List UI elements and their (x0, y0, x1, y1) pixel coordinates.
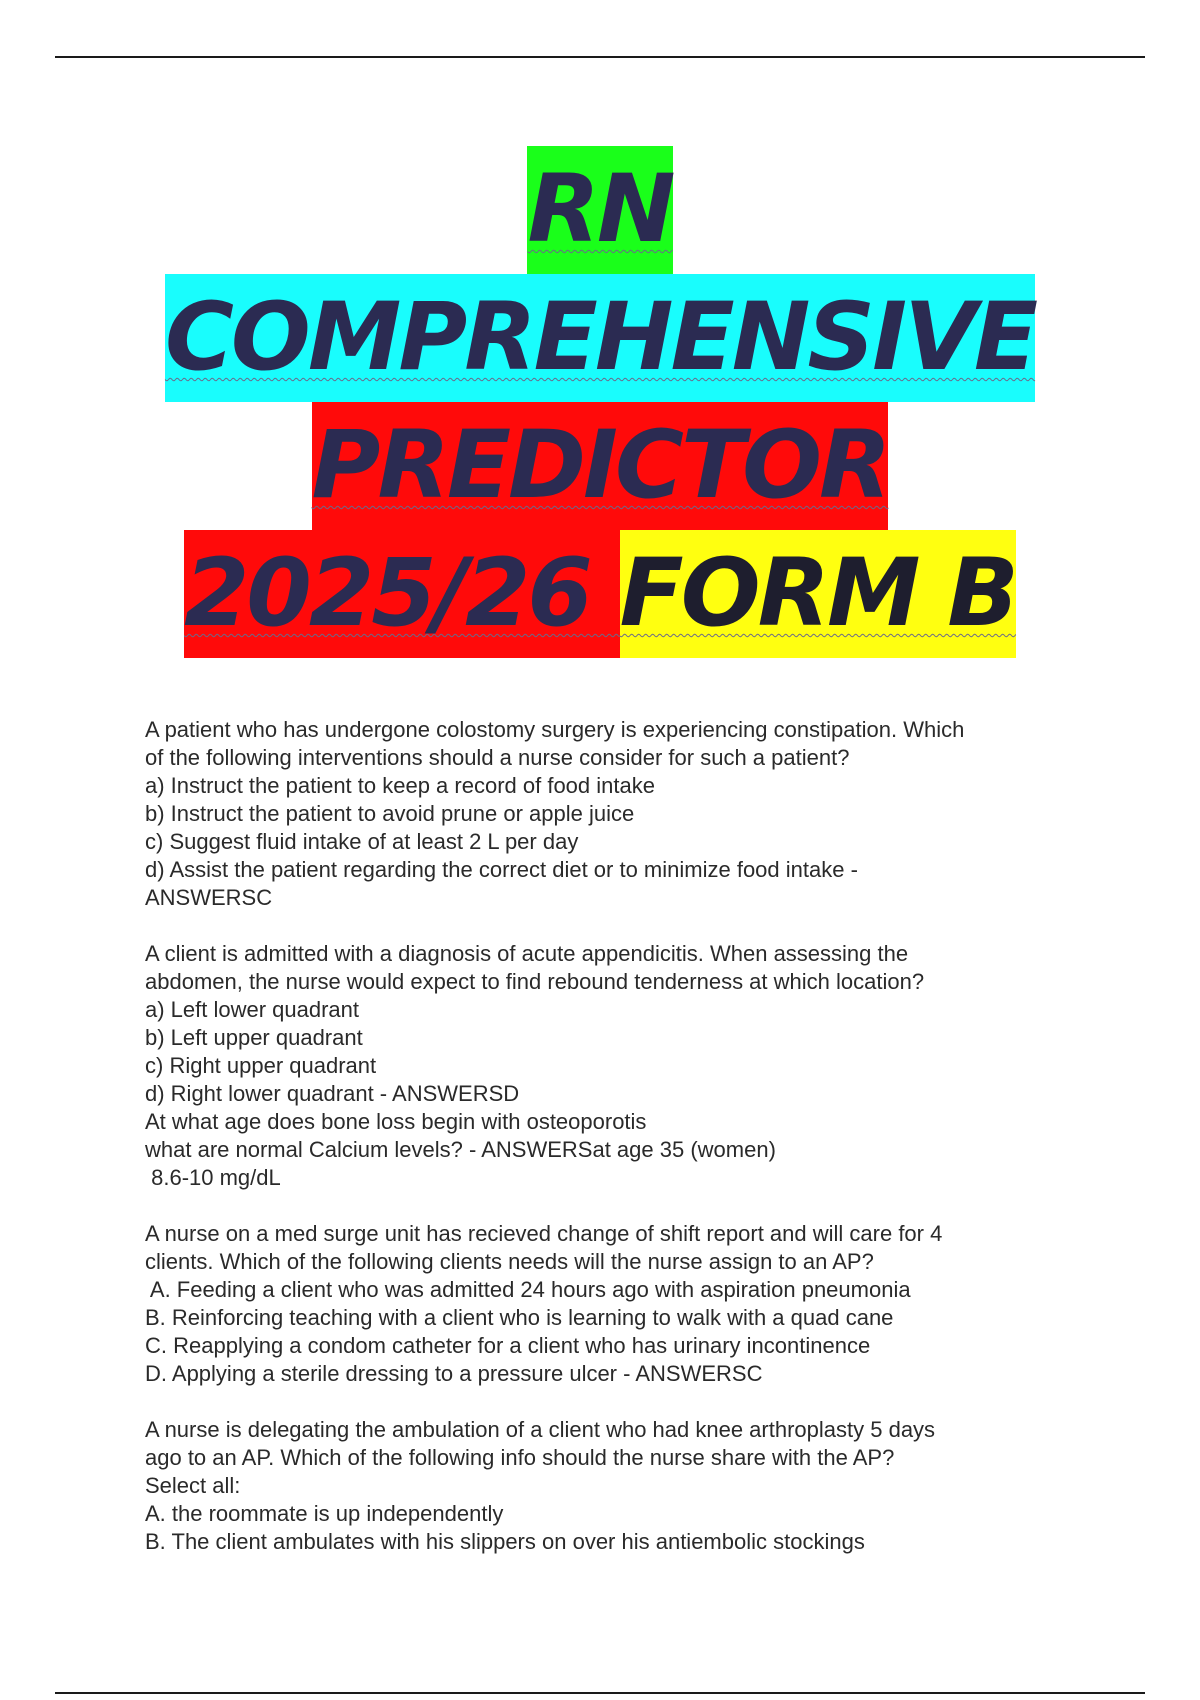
title-line-4 (0, 530, 1200, 658)
text-line: b) Instruct the patient to avoid prune or apple juice (145, 801, 635, 826)
text-line: b) Left upper quadrant (145, 1025, 363, 1050)
text-line: A nurse on a med surge unit has recieved change of shift report and will care for 4 (145, 1221, 943, 1246)
text-line: B. The client ambulates with his slippers on over his antiembolic stockings (145, 1529, 865, 1554)
document-title (0, 146, 1200, 658)
footer-rule (55, 1692, 1145, 1694)
question-block-1 (145, 716, 1065, 912)
text-line: clients. Which of the following clients needs will the nurse assign to an AP? (145, 1249, 874, 1274)
paragraph-gap (145, 1192, 1065, 1220)
title-year: 2025/26 (184, 530, 590, 658)
title-comprehensive: COMPREHENSIVE (165, 274, 1035, 402)
text-line: c) Right upper quadrant (145, 1053, 377, 1078)
text-line: c) Suggest fluid intake of at least 2 L per day (145, 829, 579, 854)
header-rule (55, 56, 1145, 58)
text-line: A patient who has undergone colostomy surgery is experiencing constipation. Which (145, 717, 965, 742)
text-line: what are normal Calcium levels? - ANSWERSat age 35 (women) (145, 1137, 776, 1162)
paragraph-gap (145, 1388, 1065, 1416)
text-line: C. Reapplying a condom catheter for a client who has urinary incontinence (145, 1333, 871, 1358)
text-line: d) Assist the patient regarding the correct diet or to minimize food intake - (145, 857, 858, 882)
title-line-1 (0, 146, 1200, 274)
text-line: ANSWERSC (145, 885, 273, 910)
question-block-4 (145, 1416, 1065, 1556)
text-line: d) Right lower quadrant - ANSWERSD (145, 1081, 520, 1106)
question-block-3 (145, 1220, 1065, 1388)
title-predictor: PREDICTOR (312, 402, 889, 530)
text-line: 8.6-10 mg/dL (145, 1165, 281, 1190)
text-line: D. Applying a sterile dressing to a pressure ulcer - ANSWERSC (145, 1361, 763, 1386)
title-form: FORM B (620, 530, 1016, 658)
text-line: B. Reinforcing teaching with a client who is learning to walk with a quad cane (145, 1305, 894, 1330)
question-block-2 (145, 940, 1065, 1192)
text-line: A. the roommate is up independently (145, 1501, 504, 1526)
text-line: abdomen, the nurse would expect to find rebound tenderness at which location? (145, 969, 925, 994)
title-line-3 (0, 402, 1200, 530)
text-line: A nurse is delegating the ambulation of a client who had knee arthroplasty 5 days (145, 1417, 936, 1442)
text-line: A client is admitted with a diagnosis of acute appendicitis. When assessing the (145, 941, 909, 966)
question-content (145, 716, 1065, 1556)
title-rn: RN (527, 146, 672, 274)
text-line: ago to an AP. Which of the following info should the nurse share with the AP? (145, 1445, 895, 1470)
text-line: A. Feeding a client who was admitted 24 hours ago with aspiration pneumonia (145, 1277, 911, 1302)
title-line-2 (0, 274, 1200, 402)
text-line: At what age does bone loss begin with osteoporotis (145, 1109, 647, 1134)
text-line: a) Left lower quadrant (145, 997, 360, 1022)
title-space (590, 530, 620, 658)
text-line: of the following interventions should a nurse consider for such a patient? (145, 745, 850, 770)
text-line: a) Instruct the patient to keep a record of food intake (145, 773, 655, 798)
paragraph-gap (145, 912, 1065, 940)
text-line: Select all: (145, 1473, 241, 1498)
